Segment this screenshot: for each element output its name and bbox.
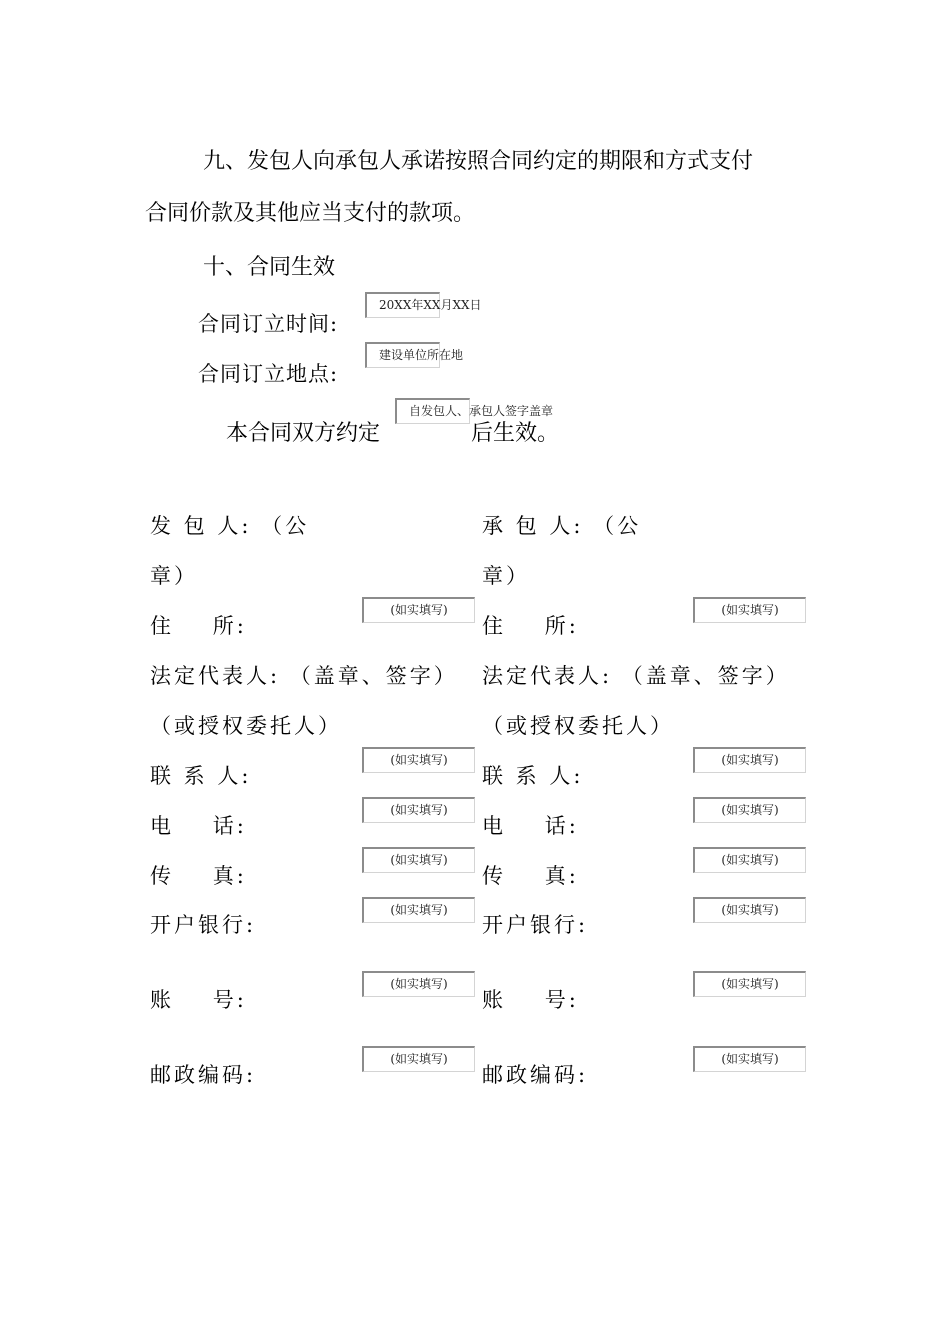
contractor-authorized-label: （或授权委托人） [482, 714, 674, 738]
effect-condition-field[interactable]: 自发包人、承包人签字盖章 [395, 398, 470, 424]
contractor-address-label: 住 所: [482, 614, 579, 638]
contractor-phone-field[interactable]: (如实填写) [693, 797, 806, 823]
sign-time-field[interactable]: 20XX年XX月XX日 [365, 292, 440, 318]
clause9-line2: 合同价款及其他应当支付的款项。 [145, 201, 476, 226]
contractor-contact-label: 联 系 人: [482, 764, 584, 788]
employer-fax-label: 传 真: [150, 864, 247, 888]
employer-phone-label: 电 话: [150, 814, 247, 838]
contractor-fax-label: 传 真: [482, 864, 579, 888]
contractor-bank-field[interactable]: (如实填写) [693, 897, 806, 923]
contractor-bank-label: 开户银行: [482, 913, 589, 937]
employer-address-field[interactable]: (如实填写) [362, 597, 475, 623]
employer-fax-field[interactable]: (如实填写) [362, 847, 475, 873]
contractor-postcode-field[interactable]: (如实填写) [693, 1046, 806, 1072]
employer-authorized-label: （或授权委托人） [150, 714, 342, 738]
employer-legal-rep-label: 法定代表人: （盖章、签字） [150, 664, 458, 688]
clause9-line1: 九、发包人向承包人承诺按照合同约定的期限和方式支付 [203, 149, 754, 174]
contractor-party-label: 承 包 人: （公 [482, 514, 642, 538]
employer-account-label: 账 号: [150, 988, 247, 1012]
employer-account-field[interactable]: (如实填写) [362, 971, 475, 997]
employer-contact-label: 联 系 人: [150, 764, 252, 788]
employer-contact-field[interactable]: (如实填写) [362, 747, 475, 773]
employer-bank-label: 开户银行: [150, 913, 257, 937]
contractor-postcode-label: 邮政编码: [482, 1063, 589, 1087]
sign-time-label: 合同订立时间: [198, 312, 339, 336]
sign-place-label: 合同订立地点: [198, 362, 339, 386]
employer-address-label: 住 所: [150, 614, 247, 638]
contractor-seal-label: 章） [482, 564, 530, 588]
contractor-account-label: 账 号: [482, 988, 579, 1012]
contractor-fax-field[interactable]: (如实填写) [693, 847, 806, 873]
contractor-address-field[interactable]: (如实填写) [693, 597, 806, 623]
employer-postcode-field[interactable]: (如实填写) [362, 1046, 475, 1072]
contractor-contact-field[interactable]: (如实填写) [693, 747, 806, 773]
effect-prefix: 本合同双方约定 [226, 421, 381, 446]
employer-bank-field[interactable]: (如实填写) [362, 897, 475, 923]
employer-postcode-label: 邮政编码: [150, 1063, 257, 1087]
clause10-heading: 十、合同生效 [203, 255, 336, 280]
employer-party-label: 发 包 人: （公 [150, 514, 310, 538]
contractor-account-field[interactable]: (如实填写) [693, 971, 806, 997]
effect-suffix: 后生效。 [471, 421, 560, 446]
contractor-legal-rep-label: 法定代表人: （盖章、签字） [482, 664, 790, 688]
contractor-phone-label: 电 话: [482, 814, 579, 838]
employer-phone-field[interactable]: (如实填写) [362, 797, 475, 823]
employer-seal-label: 章） [150, 564, 198, 588]
sign-place-field[interactable]: 建设单位所在地 [365, 342, 440, 368]
